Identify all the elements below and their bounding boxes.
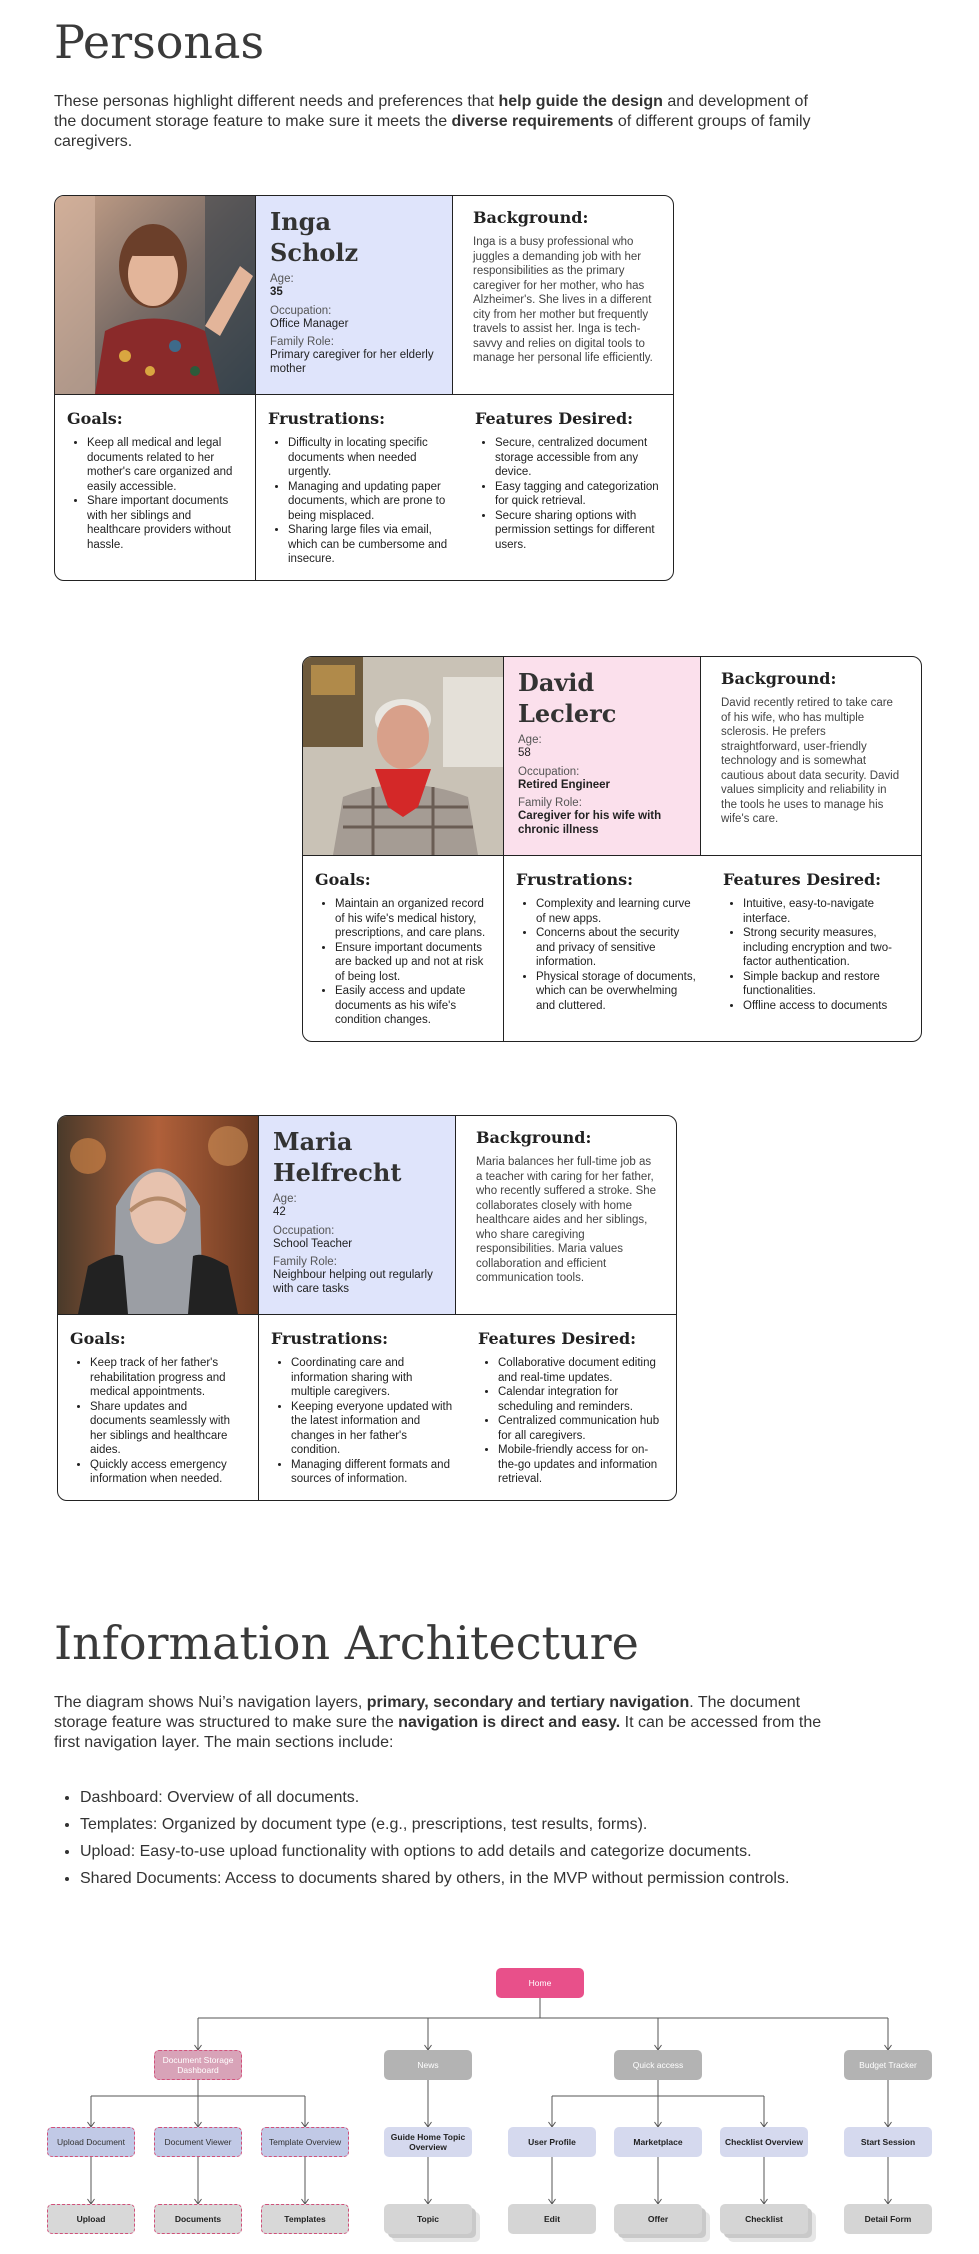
goals-item: • Keep track of her father's rehabilitation progress and medical appointments.	[90, 1356, 246, 1400]
occupation-value: Office Manager	[270, 317, 349, 330]
occupation-label: Occupation:	[273, 1224, 335, 1237]
ia-node-level3: Templates	[261, 2204, 349, 2234]
ia-node-level2: Guide Home Topic Overview	[384, 2127, 472, 2157]
frustrations-item: • Difficulty in locating specific documents when needed urgently.	[288, 436, 451, 480]
background-text: Maria balances her full-time job as a teacher with caring for her father, who recently suffered a stroke. She collaborates closely with home healthcare aides and her siblings, who share caregiving responsibilities. Maria values collaboration and efficient communication tools.	[476, 1156, 657, 1284]
ia-node-level2: User Profile	[508, 2127, 596, 2157]
intro-text: It can be accessed from the first navigation layer. The main sections include:	[54, 1714, 822, 1751]
family-role-value: Primary caregiver for her elderly mother	[270, 349, 434, 375]
ia-bullet-item: • Upload: Easy-to-use upload functionality with options to add details and categorize documents.	[80, 1838, 950, 1865]
ia-node-level3: Detail Form	[844, 2204, 932, 2234]
frustrations-item: • Complexity and learning curve of new apps.	[536, 897, 699, 926]
ia-node-level2: Document Viewer	[154, 2127, 242, 2157]
occupation-value: School Teacher	[273, 1237, 353, 1250]
goals-item: • Share important documents with her siblings and healthcare providers without hassle.	[87, 494, 243, 552]
occupation-value: Retired Engineer	[518, 778, 611, 791]
emphasis-text: diverse requirements	[451, 113, 614, 130]
features-item: • Intuitive, easy-to-navigate interface.	[743, 897, 911, 926]
background-heading: Background:	[476, 1128, 592, 1147]
personas-title: Personas	[54, 15, 265, 69]
features-heading: Features Desired:	[723, 870, 882, 889]
ia-node-level1: News	[384, 2050, 472, 2080]
age-label: Age:	[270, 273, 294, 285]
ia-node-level2: Marketplace	[614, 2127, 702, 2157]
features-item: • Strong security measures, including encryption and two-factor authentication.	[743, 926, 911, 970]
persona-name: Inga Scholz	[270, 207, 359, 267]
ia-bullet-item: • Templates: Organized by document type (e.g., prescriptions, test results, forms).	[80, 1811, 950, 1838]
ia-node-level3: Edit	[508, 2204, 596, 2234]
ia-node-home: Home	[496, 1968, 584, 1998]
ia-node-level3: Upload	[47, 2204, 135, 2234]
features-item: • Centralized communication hub for all caregivers.	[498, 1414, 666, 1443]
age-value: 42	[273, 1206, 286, 1218]
ia-bullet-item: • Shared Documents: Access to documents shared by others, in the MVP without permission controls.	[80, 1865, 950, 1892]
intro-text: These personas highlight different needs and preferences that	[54, 93, 499, 110]
goals-item: • Maintain an organized record of his wife's medical history, prescriptions, and care plans.	[335, 897, 491, 941]
features-item: • Collaborative document editing and real-time updates.	[498, 1356, 666, 1385]
goals-item: • Share updates and documents seamlessly with her siblings and healthcare aides.	[90, 1400, 246, 1458]
goals-item: • Keep all medical and legal documents related to her mother's care organized and easily accessible.	[87, 436, 243, 494]
age-label: Age:	[518, 734, 542, 746]
goals-heading: Goals:	[70, 1329, 126, 1348]
intro-text: and development of the document storage feature to make sure it meets the	[54, 93, 808, 130]
background-text: David recently retired to take care of his wife, who has multiple sclerosis. He prefers straightforward, user-friendly technology and is somewhat cautious about data security. David values simplicity and reliability in the tools he uses to manage his wife's care.	[721, 697, 900, 825]
ia-node-level1: Document Storage Dashboard	[154, 2050, 242, 2080]
ia-node-level3: Checklist	[720, 2204, 808, 2234]
ia-node-level3: Offer	[614, 2204, 702, 2234]
features-heading: Features Desired:	[478, 1329, 637, 1348]
emphasis-text: help guide the design	[498, 93, 663, 110]
goals-item: • Ensure important documents are backed up and not at risk of being lost.	[335, 941, 491, 985]
background-text: Inga is a busy professional who juggles a demanding job with her responsibilities as the primary caregiver for her mother, who has Alzheimer's. She lives in a different city from her mother but frequently travels to assist her. Inga is tech-savvy and relies on digital tools to manage her personal life efficiently.	[473, 236, 653, 364]
ia-node-level2: Template Overview	[261, 2127, 349, 2157]
goals-heading: Goals:	[67, 409, 123, 428]
ia-node-level3: Topic	[384, 2204, 472, 2234]
frustrations-item: • Managing and updating paper documents, which are prone to being misplaced.	[288, 480, 451, 524]
emphasis-text: navigation is direct and easy.	[398, 1714, 621, 1731]
emphasis-text: primary, secondary and tertiary navigation	[366, 1694, 690, 1711]
frustrations-heading: Frustrations:	[271, 1329, 389, 1348]
features-item: • Offline access to documents	[743, 999, 911, 1014]
ia-node-level2: Upload Document	[47, 2127, 135, 2157]
ia-node-level2: Checklist Overview	[720, 2127, 808, 2157]
ia-node-level1: Budget Tracker	[844, 2050, 932, 2080]
intro-text: . The document storage feature was structured to make sure the	[54, 1694, 801, 1731]
background-heading: Background:	[721, 669, 837, 688]
family-role-label: Family Role:	[270, 336, 334, 348]
frustrations-item: • Concerns about the security and privacy of sensitive information.	[536, 926, 699, 970]
features-item: • Calendar integration for scheduling and reminders.	[498, 1385, 666, 1414]
ia-node-level2: Start Session	[844, 2127, 932, 2157]
age-value: 58	[518, 747, 531, 759]
ia-node-level3: Documents	[154, 2204, 242, 2234]
frustrations-item: • Managing different formats and sources of information.	[291, 1458, 454, 1487]
frustrations-item: • Sharing large files via email, which can be cumbersome and insecure.	[288, 523, 451, 567]
goals-item: • Quickly access emergency information when needed.	[90, 1458, 246, 1487]
ia-bullet-item: • Dashboard: Overview of all documents.	[80, 1784, 950, 1811]
intro-text: of different groups of family caregivers.	[54, 113, 811, 150]
features-item: • Easy tagging and categorization for quick retrieval.	[495, 480, 663, 509]
ia-title: Information Architecture	[54, 1616, 639, 1670]
age-label: Age:	[273, 1193, 297, 1205]
frustrations-heading: Frustrations:	[516, 870, 634, 889]
background-heading: Background:	[473, 208, 589, 227]
age-value: 35	[270, 286, 283, 298]
features-item: • Secure sharing options with permission settings for different users.	[495, 509, 663, 553]
family-role-value: Caregiver for his wife with chronic illness	[518, 810, 662, 836]
ia-node-level1: Quick access	[614, 2050, 702, 2080]
frustrations-item: • Physical storage of documents, which can be overwhelming and cluttered.	[536, 970, 699, 1014]
intro-text: The diagram shows Nui’s navigation layers,	[54, 1694, 367, 1711]
family-role-value: Neighbour helping out regularly with care tasks	[273, 1269, 433, 1295]
occupation-label: Occupation:	[270, 304, 332, 317]
features-heading: Features Desired:	[475, 409, 634, 428]
occupation-label: Occupation:	[518, 765, 580, 778]
goals-heading: Goals:	[315, 870, 371, 889]
family-role-label: Family Role:	[518, 797, 582, 809]
frustrations-item: • Keeping everyone updated with the latest information and changes in her father's condition.	[291, 1400, 454, 1458]
frustrations-heading: Frustrations:	[268, 409, 386, 428]
persona-name: David Leclerc	[518, 668, 617, 728]
features-item: • Secure, centralized document storage accessible from any device.	[495, 436, 663, 480]
goals-item: • Easily access and update documents as his wife's condition changes.	[335, 984, 491, 1028]
persona-name: Maria Helfrecht	[273, 1127, 402, 1187]
frustrations-item: • Coordinating care and information sharing with multiple caregivers.	[291, 1356, 454, 1400]
features-item: • Mobile-friendly access for on-the-go updates and information retrieval.	[498, 1443, 666, 1487]
family-role-label: Family Role:	[273, 1256, 337, 1268]
features-item: • Simple backup and restore functionalities.	[743, 970, 911, 999]
